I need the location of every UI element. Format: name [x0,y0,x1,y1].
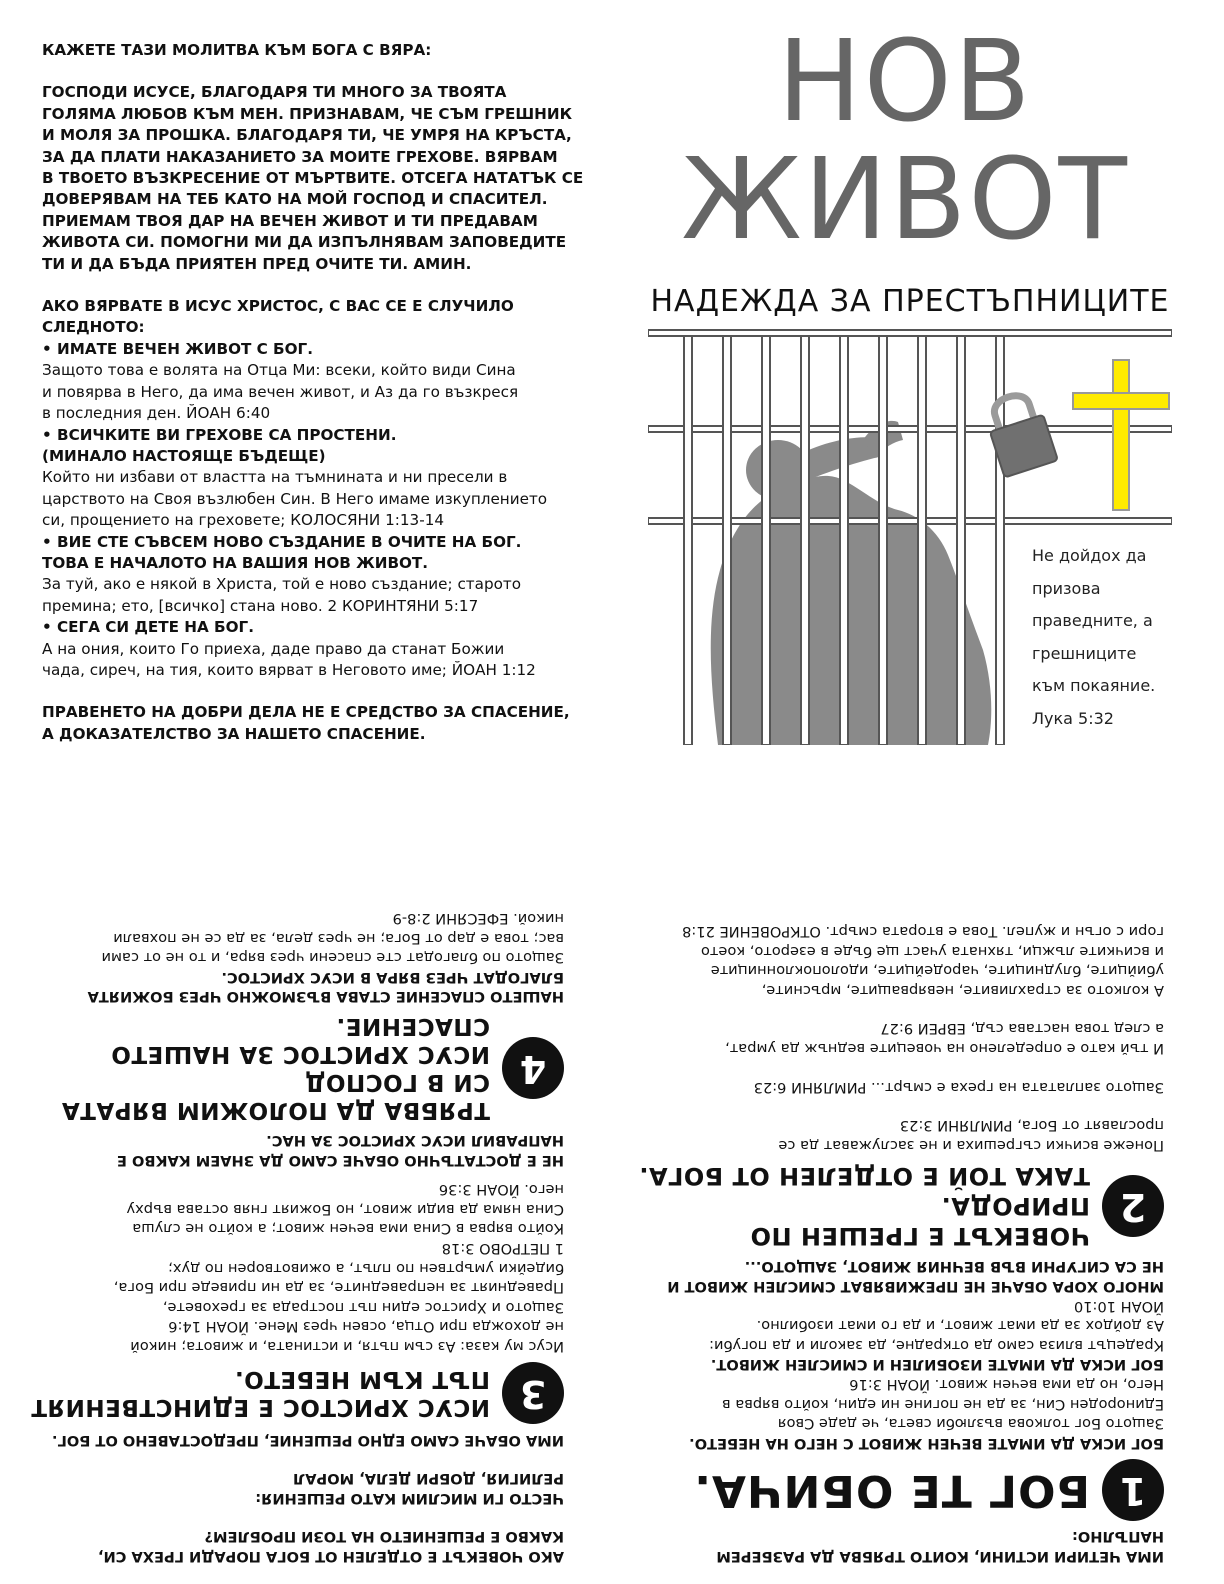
verse-line: Него, но да има вечен живот. ЙОАН 3:16 [849,1376,1164,1394]
point-3-title-line: ПЪТ КЪМ НЕБЕТО. [234,1366,490,1393]
number-badge: 4 [502,1038,564,1100]
prayer-line: ЖИВОТА СИ. ПОМОГНИ МИ ДА ИЗПЪЛНЯВАМ ЗАПОВЕДИТЕ [42,233,567,252]
verse-line: си, прощението на греховете; КОЛОСЯНИ 1:13-14 [42,511,445,530]
verse-line: призова [1032,578,1101,598]
solutions-line: ЧЕСТО ГИ МИСЛИМ КАТО РЕШЕНИЯ: [255,1489,564,1507]
prayer-heading: КАЖЕТЕ ТАЗИ МОЛИТВА КЪМ БОГА С ВЯРА: [42,41,432,59]
verse-line: царството на Своя възлюбен Син. В Него имаме изкуплението [42,489,548,508]
verse-line: Не дойдох да [1032,546,1147,565]
point-3-title-line: ИСУС ХРИСТОС Е ЕДИНСТВЕНИЯТ [30,1394,490,1421]
point-3-heading [24,1362,564,1424]
point-4-title-line: ИСУС ХРИСТОС ЗА НАШЕТО СПАСЕНИЕ. [110,1013,490,1068]
verse-line: 1 ПЕТРОВО 3:18 [441,1240,564,1258]
verse-line: вас; това е дар от Бога; не чрез дела, за да се не похвали [113,929,564,947]
verse-line: праведните, а [1032,611,1153,630]
point-2-title-line: ЧОВЕКЪТ Е ГРЕШЕН ПО ПРИРОДА. [750,1191,1090,1250]
jail-vertical-bars [684,336,1004,745]
cross-icon [1073,360,1169,510]
prayer-section [42,40,602,745]
verse-line: И тъй като е определено на човеците веднъж да умрат, [725,1040,1164,1058]
prayer-line: ГОЛЯМА ЛЮБОВ КЪМ МЕН. ПРИЗНАВАМ, ЧЕ СЪМ ГРЕШНИК [42,104,573,123]
number-badge: 2 [1102,1175,1164,1237]
point-4-heading [24,1013,564,1125]
verse-line: никой. ЕФЕСЯНИ 2:8-9 [392,910,564,928]
verse-line: а след това настава съд, ЕВРЕИ 9:27 [880,1020,1164,1038]
verse-line: Аз дойдох за да имат живот, и да го имат изобилно. [756,1317,1164,1335]
point-4-title [24,1013,490,1125]
verse-line: не дохожда при Отца, освен чрез Мене. ЙОАН 14:6 [168,1318,564,1336]
prayer-line: ПРИЕМАМ ТВОЯ ДАР НА ВЕЧЕН ЖИВОТ И ТИ ПРЕДАВАМ [42,211,538,230]
verse-line: Исус му каза: Аз съм пътя, и истината, и живота; никой [130,1338,564,1356]
point-1-heading [624,1459,1164,1521]
point-1-title: БОГ ТЕ ОБИЧА. [693,1464,1090,1516]
point-3-lead: НАПРАВИЛ ИСУС ХРИСТОС ЗА НАС. [266,1132,564,1150]
point-4-lead: БЛАГОДАТ ЧРЕЗ ВЯРА В ИСУС ХРИСТОС. [221,968,564,986]
verse-line: него. ЙОАН 3:36 [438,1181,564,1199]
verse-line: премина; ето, [всичко] стана ново. 2 КОРИНТЯНИ 5:17 [42,596,479,615]
truths-column-1-2 [624,922,1164,1566]
verse-line: Защото по благодат сте спасени чрез вяра, и то не от сами [101,949,564,967]
verse-line: Понеже всички съгрешиха и не заслужават да се [778,1136,1164,1154]
closing-statement: ПРАВЕНЕТО НА ДОБРИ ДЕЛА НЕ Е СРЕДСТВО ЗА СПАСЕНИЕ, [42,703,570,722]
point-3-title [31,1365,490,1421]
point-2-heading [624,1161,1164,1251]
point-1-lead: БОГ ИСКА ДА ИМАТЕ ВЕЧЕН ЖИВОТ С НЕГО НА НЕБЕТО. [689,1434,1164,1452]
question-line: КАКВО Е РЕШЕНИЕТО НА ТОЗИ ПРОБЛЕМ? [204,1528,564,1546]
verse-line: Който вярва в Сина има вечен живот; а който не слуша [132,1220,564,1238]
verse-line: Единороден Син, за да не погине ни един, който вярва в [722,1395,1164,1413]
verse-line: Който ни избави от властта на тъмнината и ни пресели в [42,468,508,487]
cover-title-line2: ЖИВОТ [681,135,1129,265]
verse-line: А на ония, които Го приеха, даде право да станат Божии [42,639,505,658]
bullet-new-creation: • ВИЕ СТЕ СЪВСЕМ НОВО СЪЗДАНИЕ В ОЧИТЕ НА БОГ. [42,532,522,551]
verse-line: За туй, ако е някой в Христа, той е ново създание; старото [42,575,522,594]
bullet-forgiven: • ВСИЧКИТЕ ВИ ГРЕХОВЕ СА ПРОСТЕНИ. [42,425,397,444]
one-solution-line: ИМА ОБАЧЕ САМО ЕДНО РЕШЕНИЕ, ПРЕДОСТАВЕНО ОТ БОГ. [52,1431,564,1449]
point-1-lead: БОГ ИСКА ДА ИМАТЕ ИЗОБИЛЕН И СМИСЛЕН ЖИВОТ. [710,1356,1164,1374]
verse-line: Защото и Христос един път пострада за греховете, [162,1298,564,1316]
verse-reference: Лука 5:32 [1032,708,1114,728]
verse-line: Сина няма да види живот, но Божият гняв остава върху [126,1200,564,1218]
truths-column-3-4 [24,909,564,1566]
prayer-line: И МОЛЯ ЗА ПРОШКА. БЛАГОДАРЯ ТИ, ЧЕ УМРЯ НА КРЪСТА, [42,126,572,145]
prayer-line: ТИ И ДА БЪДА ПРИЯТЕН ПРЕД ОЧИТЕ ТИ. АМИН. [42,254,472,273]
point-2-title-line: ТАКА ТОЙ Е ОТДЕЛЕН ОТ БОГА. [638,1161,1090,1190]
bullet-eternal-life: • ИМАТЕ ВЕЧЕН ЖИВОТ С БОГ. [42,339,313,358]
verse-line: А колкото за страхливите, невярващите, мръсните, [761,981,1164,999]
cover-subtitle: НАДЕЖДА ЗА ПРЕСТЪПНИЦИТЕ [650,284,1170,319]
verse-line: Защото това е волята на Отца Ми: всеки, който види Сина [42,361,516,380]
verse-line: и всичките лъжци, тяхната участ ще бъде в езерото, което [701,942,1164,960]
point-1-lead: МНОГО ХОРА ОБАЧЕ НЕ ПРЕЖИВЯВАТ СМИСЛЕН ЖИВОТ И [667,1278,1164,1296]
verse-line: прославят от Бога, РИМЛЯНИ 3:23 [899,1117,1164,1135]
point-4-lead: НАШЕТО СПАСЕНИЕ СТАВА ВЪЗМОЖНО ЧРЕЗ БОЖИЯТА [87,988,564,1006]
verse-line: Праведният за неправедните, за да ни приведе при Бога, [113,1279,564,1297]
closing-statement: А ДОКАЗАТЕЛСТВО ЗА НАШЕТО СПАСЕНИЕ. [42,724,426,743]
verse-line: в последния ден. ЙОАН 6:40 [42,404,271,423]
intro-line: ИМА ЧЕТИРИ ИСТИНИ, КОИТО ТРЯБВА ДА РАЗБЕРЕМ [716,1548,1164,1565]
believe-heading: АКО ВЯРВАТЕ В ИСУС ХРИСТОС, С ВАС СЕ Е СЛУЧИЛО [42,297,514,316]
verse-line: към покаяние. [1032,676,1156,695]
question-line: АКО ЧОВЕКЪТ Е ОТДЕЛЕН ОТ БОГА ПОРАДИ ГРЕХА СИ, [97,1548,564,1565]
point-3-lead: НЕ Е ДОСТАТЪЧНО ОБАЧЕ САМО ДА ЗНАЕМ КАКВО Е [116,1151,564,1169]
verse-line: ЙОАН 10:10 [1073,1297,1164,1315]
prayer-line: В ТВОЕТО ВЪЗКРЕСЕНИЕ ОТ МЪРТВИТЕ. ОТСЕГА НАТАТЪК СЕ [42,169,584,188]
verse-line: Крадецът влиза само да открадне, да заколи и да погуби: [709,1336,1164,1354]
point-4-title-line: ТРЯБВА ДА ПОЛОЖИМ ВЯРАТА СИ В ГОСПОД [61,1069,490,1124]
point-2-title [624,1161,1090,1251]
verse-line: гори с огън и жупел. Това е втората смърт. ОТКРОВЕНИЕ 21:8 [682,923,1164,941]
verse-line: бидейки умъртвен по плът, а оживотворен по дух; [167,1259,564,1277]
verse-line: убийците, блудниците, чародейците, идолопоклонниците [710,962,1164,980]
number-badge: 1 [1102,1459,1164,1521]
solutions-line: РЕЛИГИЯ, ДОБРИ ДЕЛА, МОРАЛ [293,1470,564,1488]
believe-heading: СЛЕДНОТО: [42,318,145,337]
verse-line: чада, сиреч, на тия, които вярват в Неговото име; ЙОАН 1:12 [42,660,536,679]
bullet-child-of-god: • СЕГА СИ ДЕТЕ НА БОГ. [42,618,254,637]
prisoner-silhouette [711,421,992,745]
verse-line: Защото Бог толкова възлюби света, че даде Своя [777,1415,1164,1433]
cover-verse [1032,540,1182,735]
verse-line: грешниците [1032,643,1137,663]
prayer-line: ГОСПОДИ ИСУСЕ, БЛАГОДАРЯ ТИ МНОГО ЗА ТВОЯТА [42,83,507,102]
bullet-new-creation: ТОВА Е НАЧАЛОТО НА ВАШИЯ НОВ ЖИВОТ. [42,553,429,572]
number-badge: 3 [502,1362,564,1424]
intro-line: НАПЪЛНО: [1071,1528,1164,1546]
cover-title-line1: НОВ [777,17,1033,147]
padlock-icon [981,388,1058,477]
verse-line: Защото заплатата на греха е смърт... РИМЛЯНИ 6:23 [753,1078,1164,1096]
bullet-forgiven: (МИНАЛО НАСТОЯЩЕ БЪДЕЩЕ) [42,446,326,465]
four-truths-panel [0,800,1224,1584]
verse-line: и повярва в Него, да има вечен живот, и Аз да го възкреся [42,382,519,401]
prayer-line: ДОВЕРЯВАМ НА ТЕБ КАТО НА МОЙ ГОСПОД И СПАСИТЕЛ. [42,190,548,209]
point-1-lead: НЕ СА СИГУРНИ ВЪВ ВЕЧНИЯ ЖИВОТ, ЗАЩОТО... [744,1258,1164,1276]
prayer-line: ЗА ДА ПЛАТИ НАКАЗАНИЕТО ЗА МОИТЕ ГРЕХОВЕ. ВЯРВАМ [42,147,558,166]
